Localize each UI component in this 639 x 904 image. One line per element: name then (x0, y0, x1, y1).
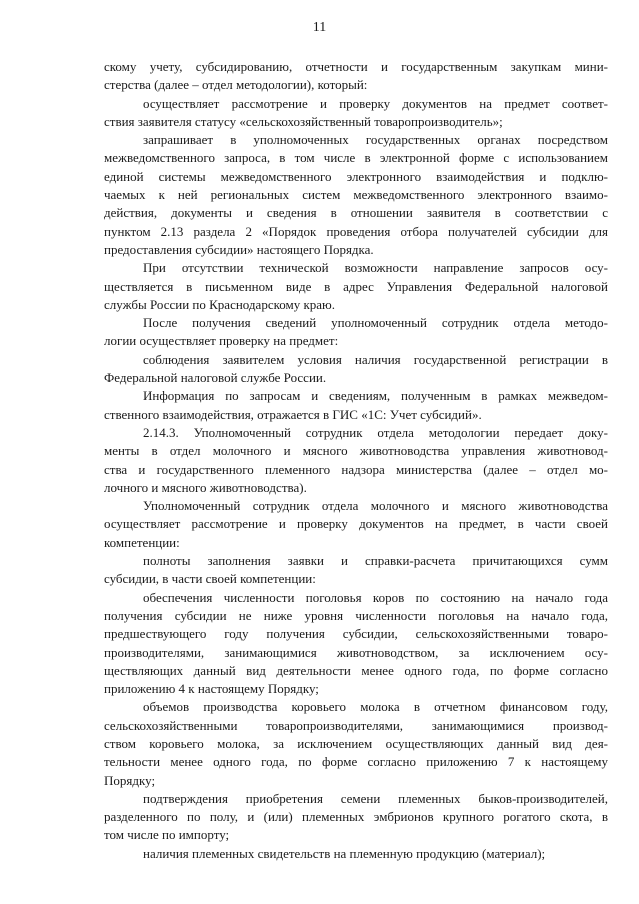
text-line: ствия заявителя статусу «сельскохозяйственный товаропроизводитель»; (104, 113, 503, 129)
text-line: соблюдения заявителем условия наличия государственной регистрации в (143, 351, 608, 367)
text-line: получения субсидии не ниже уровня численности поголовья на начало года, (104, 607, 608, 623)
text-line: действия, документы и сведения в отношении заявителя в соответствии с (104, 205, 608, 221)
text-line: том числе по импорту; (104, 827, 230, 843)
text-line: чаемых к ней региональных систем межведомственного электронного взаимо- (104, 187, 608, 203)
text-line: сельскохозяйственными товаропроизводителями, занимающимися производ- (104, 717, 608, 733)
text-line: ществляющих данный вид деятельности менее одного года, по форме согласно (104, 662, 608, 678)
text-line: единой системы межведомственного электронного взаимодействия и подклю- (104, 168, 608, 184)
text-line: стерства (далее – отдел методологии), который: (104, 77, 368, 93)
text-line: объемов производства коровьего молока в отчетном финансовом году, (143, 699, 608, 715)
text-line: наличия племенных свидетельств на племенную продукцию (материал); (143, 845, 546, 861)
text-line: менты в отдел молочного и мясного животноводства управления животновод- (104, 443, 608, 459)
text-line: Федеральной налоговой службе России. (104, 370, 327, 386)
text-line: ществляется в письменном виде в адрес Управления Федеральной налоговой (104, 278, 608, 294)
text-line: тельности менее одного года, по форме согласно приложению 7 к настоящему (104, 754, 608, 770)
text-line: После получения сведений уполномоченный сотрудник отдела методо- (143, 315, 608, 331)
text-line: обеспечения численности поголовья коров по состоянию на начало года (143, 589, 608, 605)
text-line: подтверждения приобретения семени племенных быков-производителей, (143, 790, 608, 806)
page-number: 11 (312, 20, 327, 35)
text-line: приложению 4 к настоящему Порядку; (104, 681, 319, 697)
text-line: ством коровьего молока, за исключением осуществляющих данный вид дея- (104, 735, 608, 751)
text-line: разделенного по полу, и (или) племенных эмбрионов крупного рогатого скота, в (104, 809, 608, 825)
text-line: осуществляет рассмотрение и проверку документов на предмет соответ- (143, 95, 608, 111)
text-line: службы России по Краснодарскому краю. (104, 296, 336, 312)
body-text (104, 58, 608, 863)
text-line: Информация по запросам и сведениям, полученным в рамках межведом- (143, 388, 608, 404)
text-line: полноты заполнения заявки и справки-расчета причитающихся сумм (143, 553, 608, 569)
text-line: пунктом 2.13 раздела 2 «Порядок проведения отбора получателей субсидии для (104, 223, 608, 239)
text-line: компетенции: (104, 534, 180, 550)
text-line: запрашивает в уполномоченных государственных органах посредством (143, 132, 608, 148)
text-line: Уполномоченный сотрудник отдела молочного и мясного животноводства (143, 498, 608, 514)
text-line: предшествующего году получения субсидии, сельскохозяйственными товаро- (104, 626, 608, 642)
text-line: скому учету, субсидированию, отчетности и государственным закупкам мини- (104, 59, 608, 74)
text-line: ства и государственного племенного надзора министерства (далее – отдел мо- (104, 461, 608, 477)
text-line: межведомственного запроса, в том числе в электронной форме с использованием (104, 150, 608, 166)
text-line: При отсутствии технической возможности направление запросов осу- (143, 260, 608, 276)
text-line: производителями, занимающимися животноводством, за исключением осу- (104, 644, 608, 660)
text-line: предоставления субсидии» настоящего Порядка. (104, 241, 374, 257)
text-line: Порядку; (104, 772, 156, 788)
text-line: субсидии, в части своей компетенции: (104, 571, 316, 587)
text-line: лочного и мясного животноводства). (104, 479, 307, 495)
text-line: ственного взаимодействия, отражается в ГИС «1С: Учет субсидий». (104, 406, 482, 422)
text-line: осуществляет рассмотрение и проверку документов на предмет, в части своей (104, 516, 608, 532)
text-line: логии осуществляет проверку на предмет: (104, 333, 339, 349)
text-line: 2.14.3. Уполномоченный сотрудник отдела методологии передает доку- (143, 424, 608, 440)
